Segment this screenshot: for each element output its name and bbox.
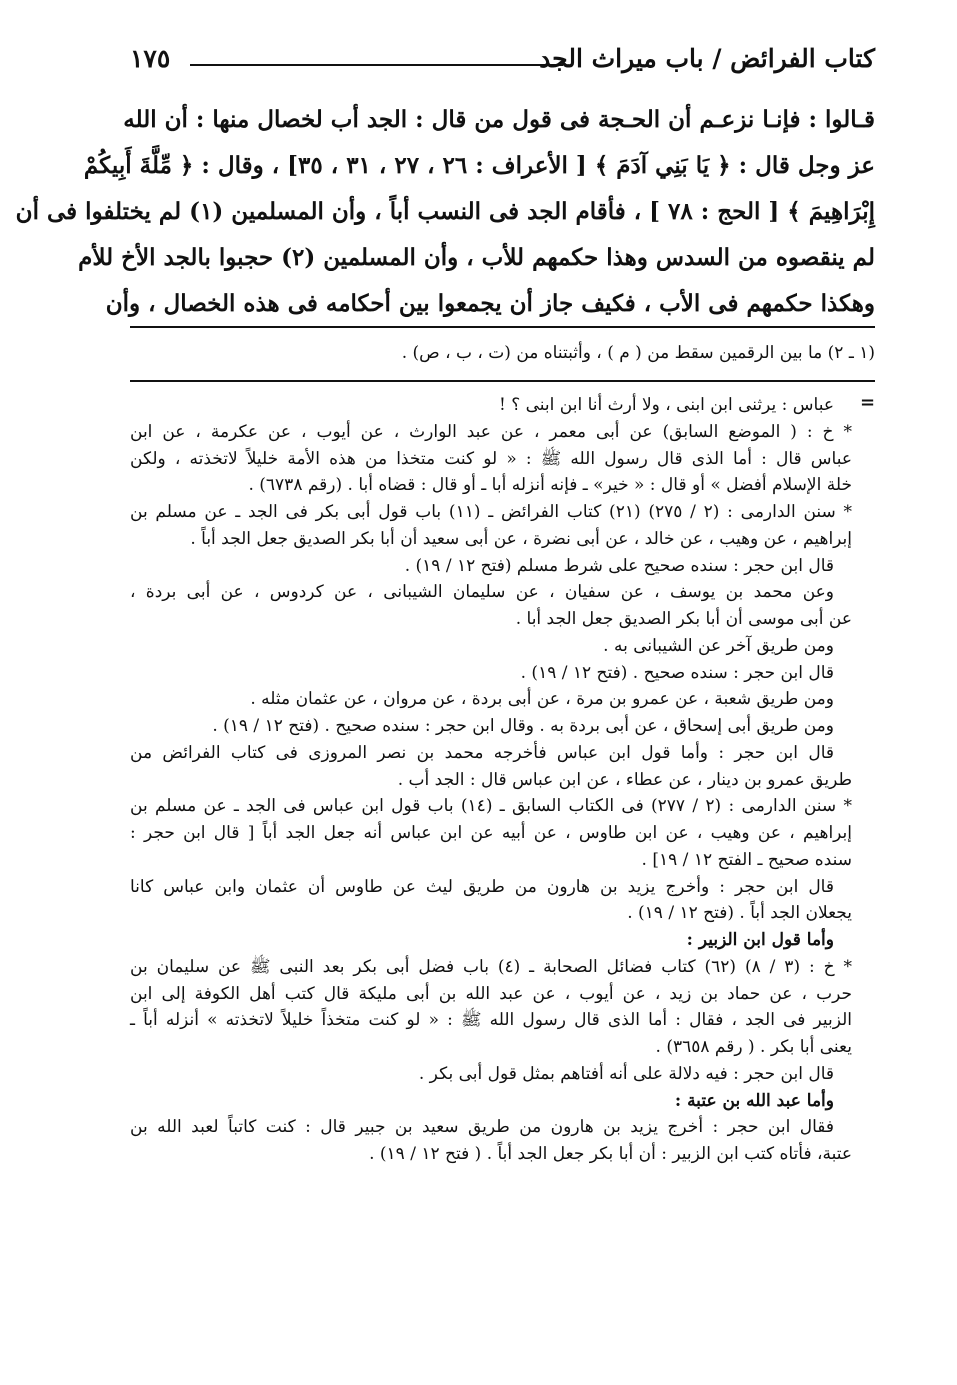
commentary-line: حرب ، عن حماد بن زيد ، عن أيوب ، عن عبد الله بن أبى مليكة قال كتب أهل الكوفة إلى ابن [130, 983, 852, 1004]
continuation-mark: = [860, 392, 876, 413]
main-text-line: قـالوا : فإنـا نزعـم أن الحـجة فى قول من قال : الجد أب لخصال منها : أن الله [123, 106, 875, 133]
commentary-line: * خ : (٣ / ٨) (٦٢) كتاب فضائل الصحابة ـ (٤) باب فضل أبى بكر بعد النبى ﷺ عن سليمان بن [130, 956, 853, 977]
header-title: كتاب الفرائض / باب ميراث الجد [539, 44, 875, 73]
commentary-line: قال ابن حجر : سنده صحيح على شرط مسلم (فتح ١٢ / ١٩) . [404, 555, 834, 576]
footnote-rule-bottom [130, 380, 875, 382]
commentary-line: قال ابن حجر : فيه دلالة على أنه أفتاهم بمثل قول أبى بكر . [418, 1063, 834, 1084]
running-header [130, 44, 875, 84]
commentary [130, 392, 852, 1168]
commentary-line: * خ : ( الموضع السابق) عن أبى معمر ، عن عبد الوارث ، عن أيوب ، عن عكرمة ، عن ابن [130, 421, 852, 442]
footnote: (١ ـ ٢) ما بين الرقمين سقط من ( م ) ، وأثبتناه من (ت ، ب ، ص) . [401, 343, 875, 363]
main-text-line: إِبْرَاهِيمَ ﴾ [ الحج : ٧٨ ] ، فأقام الجد فى النسب أباً ، وأن المسلمين (١) لم يختلفوا فى أن [15, 198, 875, 225]
commentary-line: يجعلان الجد أباً . (فتح ١٢ / ١٩) . [627, 903, 852, 924]
commentary-line: قال ابن حجر : سنده صحيح . (فتح ١٢ / ١٩) . [520, 662, 834, 683]
commentary-line: عن أبى موسى أن أبا بكر الصديق جعل الجد أبا . [515, 609, 852, 629]
commentary-line: طريق عمرو بن دينار ، عن عطاء ، عن ابن عباس قال : الجد أب . [397, 769, 852, 790]
main-text-line: وهكذا حكمهم فى الأب ، فكيف جاز أن يجمعوا بين أحكامه فى هذه الخصال ، وأن [105, 290, 875, 317]
commentary-line: خلة الإسلام أفضل » أو قال : « خير» ـ فإنه أنزله أبا ـ أو قال : قضاه أبا . (رقم ٦٧٣٨) . [248, 475, 852, 496]
commentary-line: * سنن الدارمى : (٢ / ٢٧٥) (٢١) كتاب الفرائض ـ (١١) باب قول أبى بكر فى الجد ـ عن مسلم بن [130, 502, 853, 522]
commentary-line: * سنن الدارمى : (٢ / ٢٧٧) فى الكتاب السابق ـ (١٤) باب قول ابن عباس فى الجد ـ عن مسلم بن [130, 796, 852, 817]
header-rule [190, 64, 563, 66]
commentary-subheading: وأما قول ابن الزبير : [686, 930, 834, 950]
commentary-line: قال ابن حجر : وأما قول ابن عباس فأخرجه محمد بن نصر المروزى فى كتاب الفرائض من [130, 742, 834, 763]
commentary-line: قال ابن حجر : وأخرج يزيد بن هارون من طريق ليث عن طاوس أن عثمان وابن عباس كانا [130, 876, 834, 897]
page-number: ١٧٥ [130, 44, 171, 73]
commentary-subheading: وأما عبد الله بن عتبة : [674, 1090, 834, 1111]
commentary-line: فقال ابن حجر : أخرج يزيد بن هارون من طريق سعيد بن جبير قال : كنت كاتباً لعبد الله بن [130, 1117, 834, 1138]
commentary-line: إبراهيم ، عن وهيب ، عن ابن طاوس ، عن أبيه عن ابن عباس أنه جعل الجد أباً [ قال ابن حجر : [130, 823, 852, 843]
main-text-line: عز وجل قال : ﴿ يَا بَنِي آدَمَ ﴾ [ الأعراف : ٢٦ ، ٢٧ ، ٣١ ، ٣٥] ، وقال : ﴿ مِّلَّةَ أَبِيكُمْ [83, 152, 875, 179]
footnote-rule-top [130, 326, 875, 328]
commentary-line: إبراهيم ، عن وهيب ، عن خالد ، عن أبى نضرة ، عن أبى سعيد أن أبا بكر الصديق جعل الجد أباً . [190, 528, 852, 549]
commentary-line: الزبير فى الجد ، فقال : أما الذى قال رسول الله ﷺ : « لو كنت متخذاً خليلاً لاتخذته » أنزله أباً ـ [130, 1010, 852, 1031]
commentary-line: ومن طريق شعبة ، عن عمرو بن مرة ، عن أبى بردة ، عن مروان ، عن عثمان مثله . [250, 689, 834, 710]
commentary-line: ومن طريق آخر عن الشيبانى به . [603, 635, 834, 656]
commentary-line: يعنى أبا بكر . ( رقم ٣٦٥٨) . [655, 1037, 852, 1057]
commentary-line: ومن طريق أبى إسحاق ، عن أبى بردة به . وقال ابن حجر : سنده صحيح . (فتح ١٢ / ١٩) . [212, 716, 834, 736]
commentary-line: عباس قال : أما الذى قال رسول الله ﷺ : « لو كنت متخذا من هذه الأمة خليلاً لاتخذته ، ولكن [130, 448, 852, 469]
commentary-line: سنده صحيح ـ الفتح ١٢ / ١٩] . [641, 849, 852, 870]
commentary-line: عباس : يرثنى ابن ابنى ، ولا أرث أنا ابن ابنى ؟ ! [498, 395, 834, 415]
main-text-line: لم ينقصوه من السدس وهذا حكمهم للأب ، وأن المسلمين (٢) حجبوا بالجد الأخ للأم [78, 244, 875, 271]
main-text [15, 97, 875, 327]
commentary-line: وعن محمد بن يوسف ، عن سفيان ، عن سليمان الشيبانى ، عن كردوس ، عن أبى بردة ، [130, 582, 834, 603]
commentary-line: عتبة، فأتاه كتب ابن الزبير : أن أبا بكر جعل الجد أباً . ( فتح ١٢ / ١٩) . [369, 1144, 852, 1164]
